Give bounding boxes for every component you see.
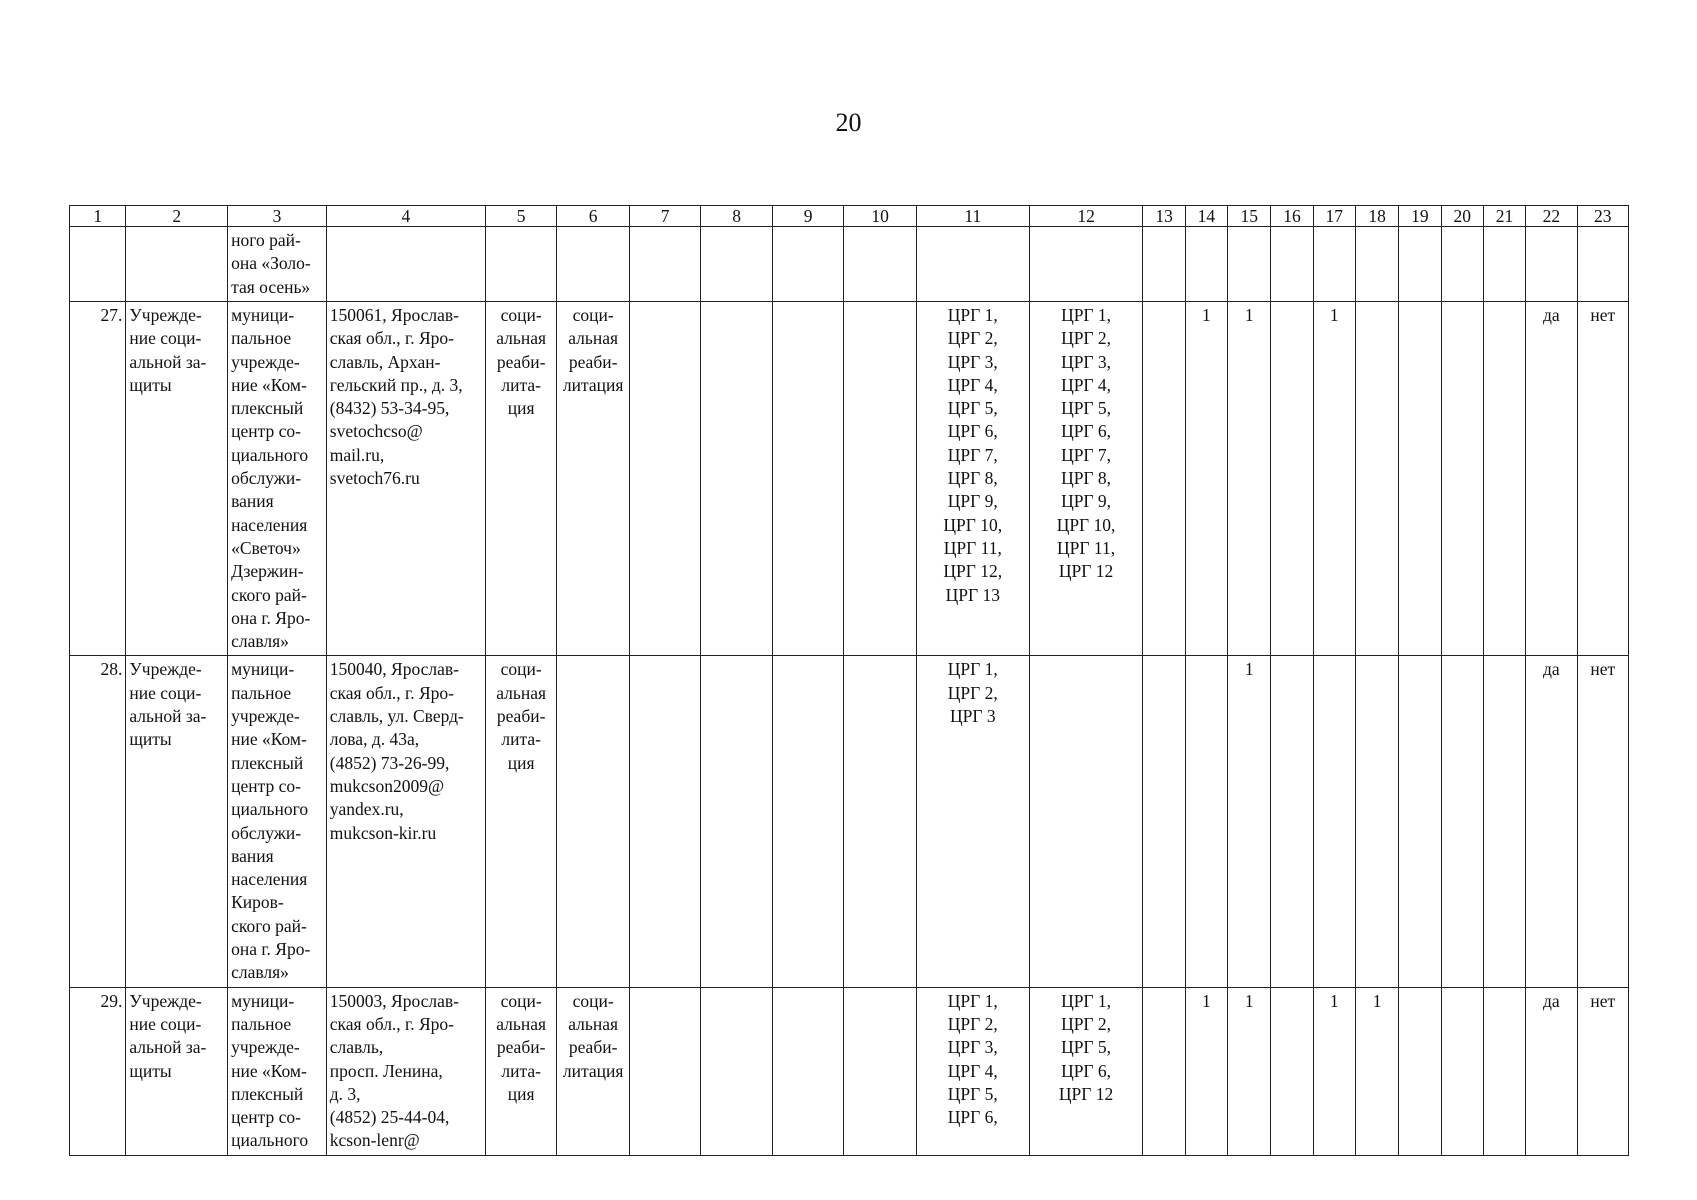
cell-19 [1399,656,1441,987]
cell-8 [701,227,773,302]
text-line: муници- [231,990,295,1011]
cell-10 [844,656,917,987]
text-line: пальное [231,682,292,703]
text-line: ЦРГ 2, [947,328,998,349]
cell-10 [844,302,917,656]
cell-18 [1355,656,1398,987]
col-header: 13 [1143,206,1185,227]
text-line: альная [496,1013,547,1034]
cell-num: 27. [70,302,126,656]
cell-21 [1483,987,1525,1155]
text-line: Учрежде- [129,990,202,1011]
text-line: реаби- [568,351,618,372]
cell-15: 1 [1228,656,1271,987]
text-line: муници- [231,305,295,325]
cell-5 [485,227,557,302]
text-line: альная [496,328,547,349]
text-line: пальное [231,328,292,349]
cell-num: 29. [70,987,126,1155]
text-line: ЦРГ 2, [1061,328,1112,349]
text-line: плексный [231,398,304,419]
text-line: ская обл., г. Яро- [329,328,455,349]
col-header: 18 [1355,206,1398,227]
text-line: учрежде- [231,706,300,727]
text-line: 150040, Ярослав- [329,659,459,680]
text-line: ЦРГ 13 [945,584,1000,605]
cell-6 [557,227,630,302]
text-line: yandex.ru, [329,799,404,820]
cell-22: да [1526,656,1577,987]
text-line: соци- [500,305,542,325]
text-line: гельский пр., д. 3, [329,374,463,395]
cell-7 [629,656,701,987]
cell-num: 28. [70,656,126,987]
text-line: литация [562,374,624,395]
cell-11 [916,227,1029,302]
col-header: 11 [916,206,1029,227]
text-line: (4852) 25-44-04, [329,1107,450,1128]
cell-7 [629,227,701,302]
text-line: ция [507,752,535,773]
cell-22 [1526,227,1577,302]
text-line: ция [507,398,535,419]
table-row-continuation [70,227,1629,302]
table-row [70,656,1629,987]
col-header: 16 [1271,206,1313,227]
text-line: Учрежде- [129,659,202,680]
cell-name [228,302,327,656]
text-line: альная [568,328,619,349]
text-line: циального [231,799,309,820]
text-line: ние соци- [129,1013,202,1034]
text-line: ЦРГ 3, [947,351,998,372]
col-header: 9 [772,206,844,227]
cell-10 [844,227,917,302]
text-line: д. 3, [329,1083,361,1104]
text-line: (8432) 53-34-95, [329,398,450,419]
text-line: реаби- [568,1037,618,1058]
col-header: 23 [1577,206,1629,227]
text-line: ская обл., г. Яро- [329,1013,455,1034]
cell-13 [1143,227,1185,302]
text-line: альная [496,682,547,703]
cell-16 [1271,302,1313,656]
cell-14 [1185,227,1227,302]
col-header: 5 [485,206,557,227]
text-line: она г. Яро- [231,607,311,628]
col-header: 15 [1228,206,1271,227]
text-line: ЦРГ 4, [947,374,998,395]
text-line: ЦРГ 3, [1061,351,1112,372]
cell-6 [557,302,630,656]
cell-20 [1441,656,1483,987]
cell-14: 1 [1185,987,1227,1155]
cell-13 [1143,656,1185,987]
text-line: альной за- [129,706,207,727]
cell-20 [1441,227,1483,302]
cell-20 [1441,302,1483,656]
text-line: реаби- [496,1037,546,1058]
cell-type [126,987,228,1155]
cell-type [126,656,228,987]
cell-21 [1483,656,1525,987]
text-line: ЦРГ 6, [1061,421,1112,442]
text-line: mukcson-kir.ru [329,822,437,843]
text-line: ние «Ком- [231,1060,307,1081]
text-line: ЦРГ 7, [1061,444,1112,465]
cell-16 [1271,227,1313,302]
text-line: ного рай- [231,230,301,250]
cell-21 [1483,227,1525,302]
col-header: 10 [844,206,917,227]
cell-5 [485,987,557,1155]
cell-type [126,302,228,656]
text-line: ЦРГ 12, [943,561,1003,582]
text-line: Киров- [231,892,284,913]
text-line: (4852) 73-26-99, [329,752,450,773]
cell-23: нет [1577,656,1629,987]
cell-22: да [1526,302,1577,656]
cell-name [228,227,327,302]
text-line: ЦРГ 10, [1056,514,1116,535]
text-line: Дзержин- [231,561,304,582]
col-header: 1 [70,206,126,227]
text-line: обслужи- [231,468,302,489]
text-line: 150003, Ярослав- [329,990,459,1011]
cell-5 [485,656,557,987]
cell-num [70,227,126,302]
text-line: славль, Архан- [329,351,441,372]
cell-9 [772,227,844,302]
text-line: циального [231,1130,309,1151]
text-line: ЦРГ 6, [947,1107,998,1128]
col-header: 17 [1313,206,1355,227]
cell-7 [629,302,701,656]
col-header: 4 [326,206,485,227]
text-line: лита- [501,374,541,395]
cell-20 [1441,987,1483,1155]
cell-22: да [1526,987,1577,1155]
cell-11 [916,302,1029,656]
text-line: ЦРГ 1, [947,659,998,680]
cell-18: 1 [1355,987,1398,1155]
text-line: ЦРГ 1, [1061,305,1112,325]
text-line: ние «Ком- [231,729,307,750]
text-line: ЦРГ 9, [1061,491,1112,512]
text-line: реаби- [496,706,546,727]
cell-10 [844,987,917,1155]
cell-address [326,987,485,1155]
cell-14: 1 [1185,302,1227,656]
cell-8 [701,656,773,987]
text-line: ЦРГ 6, [947,421,998,442]
text-line: пальное [231,1013,292,1034]
text-line: щиты [129,729,172,750]
text-line: ЦРГ 1, [947,990,998,1011]
text-line: славля» [231,962,289,983]
cell-9 [772,302,844,656]
cell-12 [1029,227,1143,302]
text-line: просп. Ленина, [329,1060,443,1081]
text-line: ЦРГ 8, [947,468,998,489]
cell-name [228,656,327,987]
cell-14 [1185,656,1227,987]
cell-21 [1483,302,1525,656]
text-line: ского рай- [231,915,307,936]
text-line: ЦРГ 5, [947,1083,998,1104]
text-line: щиты [129,1060,172,1081]
cell-15: 1 [1228,987,1271,1155]
col-header: 3 [228,206,327,227]
text-line: лита- [501,1060,541,1081]
cell-9 [772,987,844,1155]
cell-23 [1577,227,1629,302]
cell-13 [1143,302,1185,656]
cell-15: 1 [1228,302,1271,656]
text-line: населения [231,869,308,890]
text-line: лова, д. 43а, [329,729,420,750]
text-line: 150061, Ярослав- [329,305,459,325]
text-line: альной за- [129,351,207,372]
cell-15 [1228,227,1271,302]
col-header: 14 [1185,206,1227,227]
cell-16 [1271,656,1313,987]
cell-12 [1029,987,1143,1155]
text-line: центр со- [231,775,301,796]
cell-17: 1 [1313,987,1355,1155]
text-line: «Светоч» [231,537,301,558]
cell-8 [701,987,773,1155]
text-line: центр со- [231,1107,301,1128]
cell-address [326,302,485,656]
text-line: ского рай- [231,584,307,605]
cell-12 [1029,302,1143,656]
text-line: населения [231,514,308,535]
text-line: плексный [231,1083,304,1104]
text-line: ние соци- [129,328,202,349]
cell-8 [701,302,773,656]
cell-23: нет [1577,302,1629,656]
text-line: она «Золо- [231,253,311,274]
text-line: циального [231,444,309,465]
cell-9 [772,656,844,987]
text-line: ЦРГ 1, [1061,990,1112,1011]
col-header: 12 [1029,206,1143,227]
text-line: ЦРГ 4, [947,1060,998,1081]
text-line: mail.ru, [329,444,385,465]
cell-18 [1355,302,1398,656]
text-line: соци- [572,990,614,1011]
col-header: 6 [557,206,630,227]
text-line: щиты [129,374,172,395]
text-line: svetochcso@ [329,421,423,442]
cell-19 [1399,227,1441,302]
cell-5 [485,302,557,656]
text-line: соци- [500,659,542,680]
cell-6 [557,987,630,1155]
cell-16 [1271,987,1313,1155]
text-line: славля» [231,631,289,652]
text-line: ЦРГ 11, [943,537,1002,558]
text-line: ЦРГ 2, [947,682,998,703]
column-header-row [70,206,1629,227]
text-line: ЦРГ 5, [1061,398,1112,419]
table-row [70,302,1629,656]
cell-17 [1313,656,1355,987]
text-line: mukcson2009@ [329,775,445,796]
cell-address [326,227,485,302]
text-line: ЦРГ 12 [1058,561,1114,582]
text-line: ЦРГ 2, [1061,1013,1112,1034]
col-header: 7 [629,206,701,227]
text-line: ЦРГ 12 [1058,1083,1114,1104]
text-line: альной за- [129,1037,207,1058]
text-line: учрежде- [231,351,300,372]
text-line: ЦРГ 6, [1061,1060,1112,1081]
text-line: реаби- [496,351,546,372]
page-number: 20 [835,108,862,137]
cell-11 [916,987,1029,1155]
cell-23: нет [1577,987,1629,1155]
text-line: лита- [501,729,541,750]
text-line: вания [231,845,274,866]
text-line: ЦРГ 5, [947,398,998,419]
text-line: соци- [500,990,542,1011]
text-line: kcson-lenr@ [329,1130,420,1151]
text-line: славль, [329,1037,384,1058]
table-row [70,987,1629,1155]
text-line: ЦРГ 3 [949,706,996,727]
text-line: муници- [231,659,295,680]
text-line: славль, ул. Сверд- [329,706,464,727]
cell-19 [1399,987,1441,1155]
cell-13 [1143,987,1185,1155]
text-line: учрежде- [231,1037,300,1058]
cell-6 [557,656,630,987]
text-line: обслужи- [231,822,302,843]
text-line: ние «Ком- [231,374,307,395]
text-line: ЦРГ 3, [947,1037,998,1058]
text-line: ние соци- [129,682,202,703]
cell-17: 1 [1313,302,1355,656]
text-line: ция [507,1083,535,1104]
cell-name [228,987,327,1155]
text-line: ская обл., г. Яро- [329,682,455,703]
text-line: ЦРГ 7, [947,444,998,465]
col-header: 2 [126,206,228,227]
cell-7 [629,987,701,1155]
text-line: альная [568,1013,619,1034]
cell-address [326,656,485,987]
text-line: ЦРГ 9, [947,491,998,512]
cell-18 [1355,227,1398,302]
text-line: она г. Яро- [231,939,311,960]
text-line: ЦРГ 1, [947,305,998,325]
cell-19 [1399,302,1441,656]
cell-type [126,227,228,302]
text-line: плексный [231,752,304,773]
text-line: Учрежде- [129,305,202,325]
text-line: ЦРГ 2, [947,1013,998,1034]
text-line: литация [562,1060,624,1081]
text-line: ЦРГ 11, [1057,537,1116,558]
text-line: соци- [572,305,614,325]
text-line: ЦРГ 10, [943,514,1003,535]
text-line: svetoch76.ru [329,468,420,489]
col-header: 20 [1441,206,1483,227]
text-line: ЦРГ 8, [1061,468,1112,489]
col-header: 8 [701,206,773,227]
text-line: тая осень» [231,276,311,297]
col-header: 21 [1483,206,1525,227]
text-line: вания [231,491,274,512]
text-line: центр со- [231,421,301,442]
cell-17 [1313,227,1355,302]
registry-table [69,205,1629,1156]
cell-12 [1029,656,1143,987]
text-line: ЦРГ 4, [1061,374,1112,395]
cell-11 [916,656,1029,987]
col-header: 19 [1399,206,1441,227]
text-line: ЦРГ 5, [1061,1037,1112,1058]
col-header: 22 [1526,206,1577,227]
